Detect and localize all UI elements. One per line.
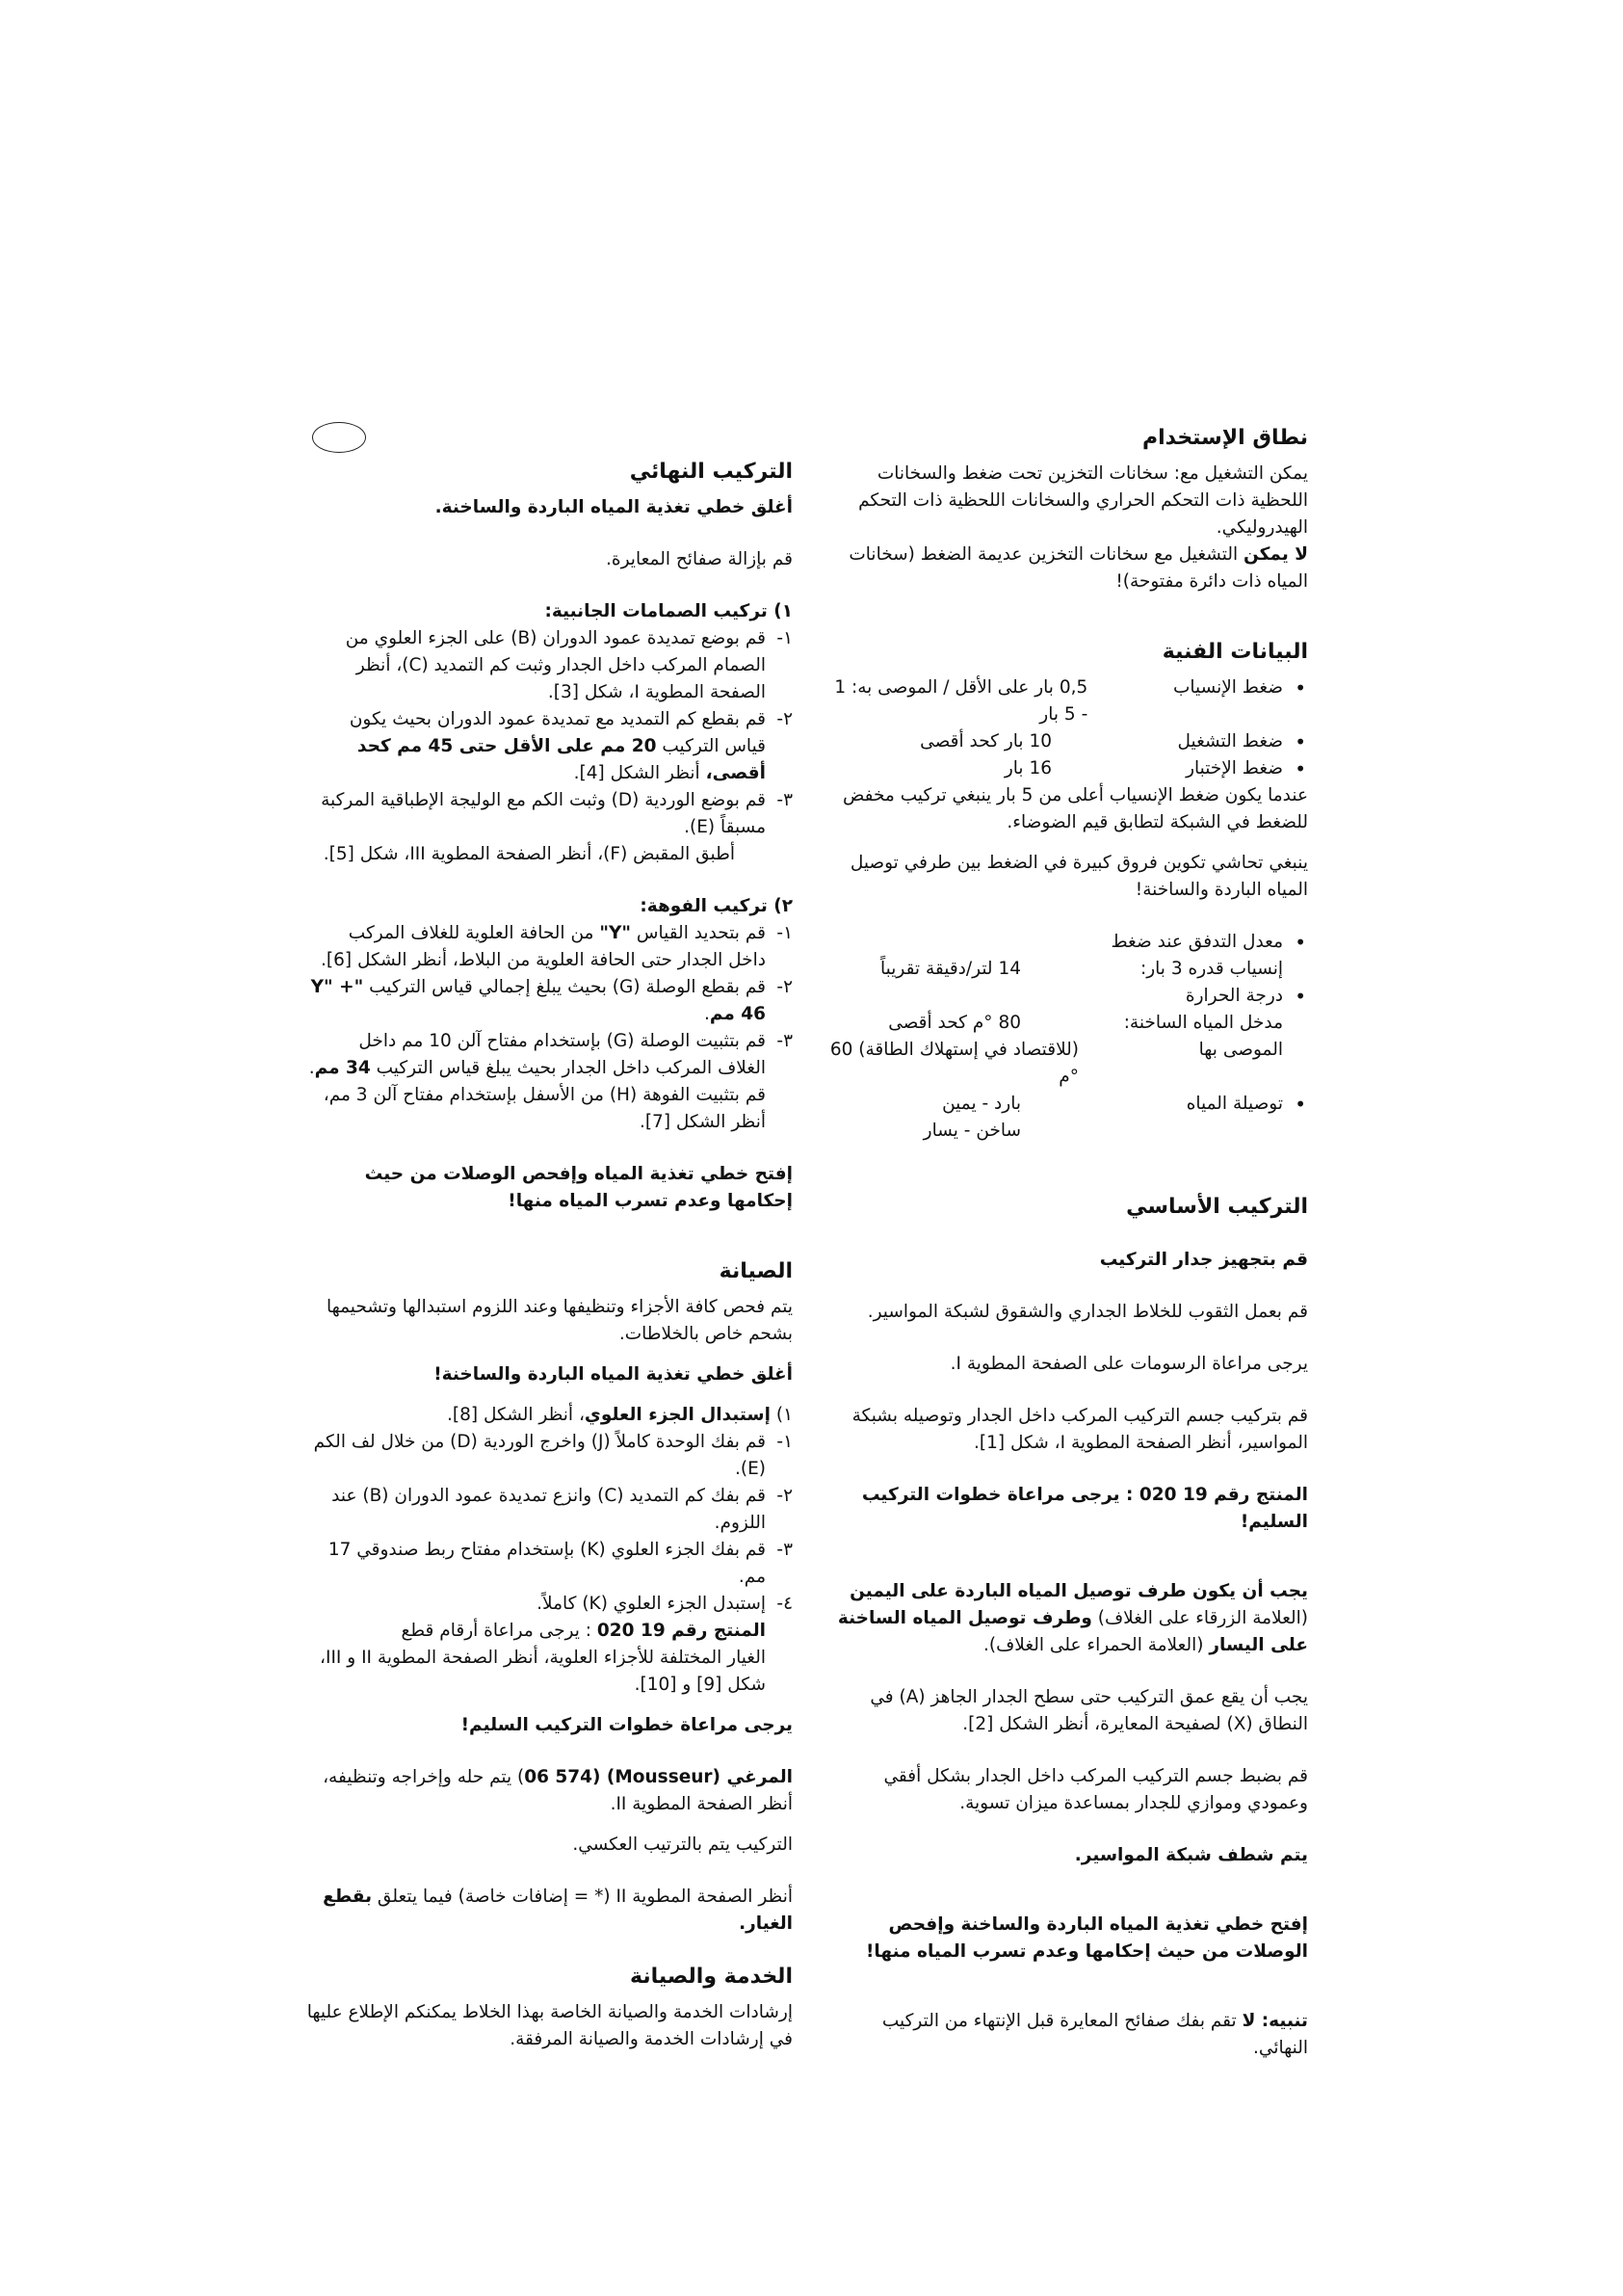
- list-item: ٣- قم بفك الجزء العلوي (K) بإستخدام مفتاح ربط صندوقي 17 مم.: [327, 1540, 793, 1587]
- install-prepare: قم بتجهيز جدار التركيب: [1099, 1250, 1308, 1270]
- spec-row: • ضغط الإختبار 16 بار: [828, 755, 1308, 782]
- spec-row: • ضغط الإنسياب 0,5 بار على الأقل / الموصى به: 1 - 5 بار: [828, 674, 1308, 728]
- maintenance-close: أغلق خطي تغذية المياه الباردة والساخنة!: [433, 1364, 793, 1385]
- valves-handle: أطبق المقبض (F)، أنظر الصفحة المطوية III، شكل [5].: [323, 844, 735, 864]
- language-marker: [312, 422, 366, 453]
- maintenance-reverse: التركيب يتم بالترتيب العكسي.: [572, 1834, 793, 1855]
- install-depth: يجب أن يقع عمق التركيب حتى سطح الجدار الجاهز (A) في النطاق (X) لصفيحة المعايرة، أنظر الشكل [2].: [870, 1687, 1308, 1734]
- maintenance-spare-note: أنظر الصفحة المطوية II (* = إضافات خاصة) فيما يتعلق بقطع الغيار.: [323, 1887, 793, 1934]
- final-close: أغلق خطي تغذية المياه الباردة والساخنة.: [434, 497, 793, 517]
- water-connection: • توصيلة المياه بارد - يمين ساخن - يسار: [828, 1091, 1308, 1145]
- spec-row: • ضغط التشغيل 10 بار كحد أقصى: [828, 728, 1308, 755]
- specs-details: [828, 929, 1308, 1145]
- list-item: ٤- إستبدل الجزء العلوي (K) كاملاً.: [537, 1594, 793, 1614]
- install-connection-sides: يجب أن يكون طرف توصيل المياه الباردة على اليمين (العلامة الزرقاء على الغلاف) وطرف توصيل المياه الساخنة على اليسار (العلامة الحمراء على الغلاف).: [837, 1581, 1308, 1655]
- maintenance-spare: الغيار المختلفة للأجزاء العلوية، أنظر الصفحة المطوية II و III، شكل [9] و [10].: [320, 1648, 766, 1695]
- spout-steps: [306, 920, 793, 1082]
- install-product-note: المنتج رقم 19 020 : يرجى مراعاة خطوات التركيب السليم!: [861, 1485, 1308, 1532]
- list-item: ٢- قم بقطع كم التمديد مع تمديدة عمود الدوران بحيث يكون قياس التركيب 20 مم على الأقل حتى 45 مم كحد أقصى، أنظر الشكل [4].: [349, 709, 793, 783]
- list-item: ٣- قم بتثبيت الوصلة (G) بإستخدام مفتاح آلن 10 مم داخل الغلاف المركب داخل الجدار بحيث يبلغ قياس التركيب 34 مم.: [308, 1031, 793, 1078]
- install-level: قم بضبط جسم التركيب المركب داخل الجدار بشكل أفقي وعمودي وموازي للجدار بمساعدة ميزان تسوية.: [883, 1766, 1308, 1813]
- valves-steps: [306, 625, 793, 841]
- maintenance-mousseur: المرغي (Mousseur) (06 574) يتم حله وإخراجه وتنظيفه، أنظر الصفحة المطوية II.: [323, 1767, 793, 1814]
- replace-steps: [306, 1429, 793, 1618]
- specs-note-difference: ينبغي تحاشي تكوين فروق كبيرة في الضغط بين طرفي توصيل المياه الباردة والساخنة!: [850, 853, 1308, 900]
- left-column: [306, 458, 793, 2053]
- service-title: الخدمة والصيانة: [630, 1965, 793, 1989]
- specs-list: [828, 674, 1308, 782]
- install-caution: تنبيه: لا تقم بفك صفائح المعايرة قبل الإنتهاء من التركيب النهائي.: [881, 2011, 1308, 2058]
- list-item: ٣- قم بوضع الوردية (D) وثبت الكم مع الوليجة الإطباقية المركبة مسبقاً (E).: [321, 790, 793, 837]
- list-item: ٢- قم بفك كم التمديد (C) وانزع تمديدة عمود الدوران (B) عند اللزوم.: [331, 1486, 793, 1533]
- service-paragraph: إرشادات الخدمة والصيانة الخاصة بهذا الخلاط يمكنكم الإطلاع عليها في إرشادات الخدمة والصيانة المرفقة.: [306, 2002, 793, 2049]
- maintenance-intro: يتم فحص كافة الأجزاء وتنظيفها وعند اللزوم استبدالها وتشحيمها بشحم خاص بالخلاطات.: [326, 1297, 793, 1344]
- scope-warning: لا يمكن التشغيل مع سخانات التخزين عديمة الضغط (سخانات المياه ذات دائرة مفتوحة)!: [849, 544, 1308, 592]
- maintenance-title: الصيانة: [719, 1259, 793, 1283]
- specs-title: البيانات الفنية: [1162, 640, 1308, 664]
- spout-fix: قم بتثبيت الفوهة (H) من الأسفل بإستخدام مفتاح آلن 3 مم، أنظر الشكل [7].: [323, 1085, 766, 1132]
- final-remove: قم بإزالة صفائح المعايرة.: [606, 549, 793, 569]
- install-drawings: يرجى مراعاة الرسومات على الصفحة المطوية I.: [950, 1354, 1308, 1374]
- install-body: قم بتركيب جسم التركيب المركب داخل الجدار وتوصيله بشبكة المواسير، أنظر الصفحة المطوية I، شكل [1].: [851, 1406, 1308, 1453]
- list-item: ٢- قم بقطع الوصلة (G) بحيث يبلغ إجمالي قياس التركيب "Y" + 46 مم.: [310, 977, 793, 1024]
- replace-heading: ١) إستبدال الجزء العلوي، أنظر الشكل [8].: [447, 1405, 793, 1425]
- temperature: • درجة الحرارة مدخل المياه الساخنة: 80 °م كحد أقصى الموصى بها (للاقتصاد في إستهلاك الطاقة) 60 °م: [828, 983, 1308, 1091]
- list-item: ١- قم بوضع تمديدة عمود الدوران (B) على الجزء العلوي من الصمام المركب داخل الجدار وثبت كم التمديد (C)، أنظر الصفحة المطوية I، شكل [3].: [345, 628, 793, 702]
- flow-rate: • معدل التدفق عند ضغط إنسياب قدره 3 بار: 14 لتر/دقيقة تقريباً: [828, 929, 1308, 983]
- final-title: التركيب النهائي: [629, 460, 793, 484]
- final-open-check: إفتح خطي تغذية المياه وإفحص الوصلات من حيث إحكامها وعدم تسرب المياه منها!: [364, 1164, 793, 1211]
- valves-heading: ١) تركيب الصمامات الجانبية:: [544, 601, 793, 621]
- install-flush: يتم شطف شبكة المواسير.: [1074, 1845, 1308, 1865]
- specs-note-pressure: عندما يكون ضغط الإنسياب أعلى من 5 بار ينبغي تركيب مخفض للضغط في الشبكة لتطابق قيم الضوضاء.: [842, 785, 1308, 832]
- install-holes: قم بعمل الثقوب للخلاط الجداري والشقوق لشبكة المواسير.: [867, 1302, 1308, 1322]
- list-item: ١- قم بفك الوحدة كاملاً (J) واخرج الوردية (D) من خلال لف الكم (E).: [313, 1432, 793, 1479]
- maintenance-product: المنتج رقم 19 020 : يرجى مراعاة أرقام قطع: [401, 1621, 766, 1641]
- spout-heading: ٢) تركيب الفوهة:: [640, 896, 793, 916]
- list-item: ١- قم بتحديد القياس "Y" من الحافة العلوية للغلاف المركب داخل الجدار حتى الحافة العلوية من البلاط، أنظر الشكل [6].: [320, 923, 793, 970]
- scope-paragraph: يمكن التشغيل مع: سخانات التخزين تحت ضغط والسخانات اللحظية ذات التحكم الحراري والسخانات اللحظية ذات التحكم الهيدروليكي.: [858, 463, 1308, 538]
- right-column: [828, 424, 1308, 2062]
- install-title: التركيب الأساسي: [1126, 1195, 1308, 1219]
- maintenance-observe: يرجى مراعاة خطوات التركيب السليم!: [460, 1715, 793, 1735]
- scope-title: نطاق الإستخدام: [1141, 426, 1308, 450]
- install-open-check: إفتح خطي تغذية المياه الباردة والساخنة وإفحص الوصلات من حيث إحكامها وعدم تسرب المياه منها!: [865, 1914, 1308, 1962]
